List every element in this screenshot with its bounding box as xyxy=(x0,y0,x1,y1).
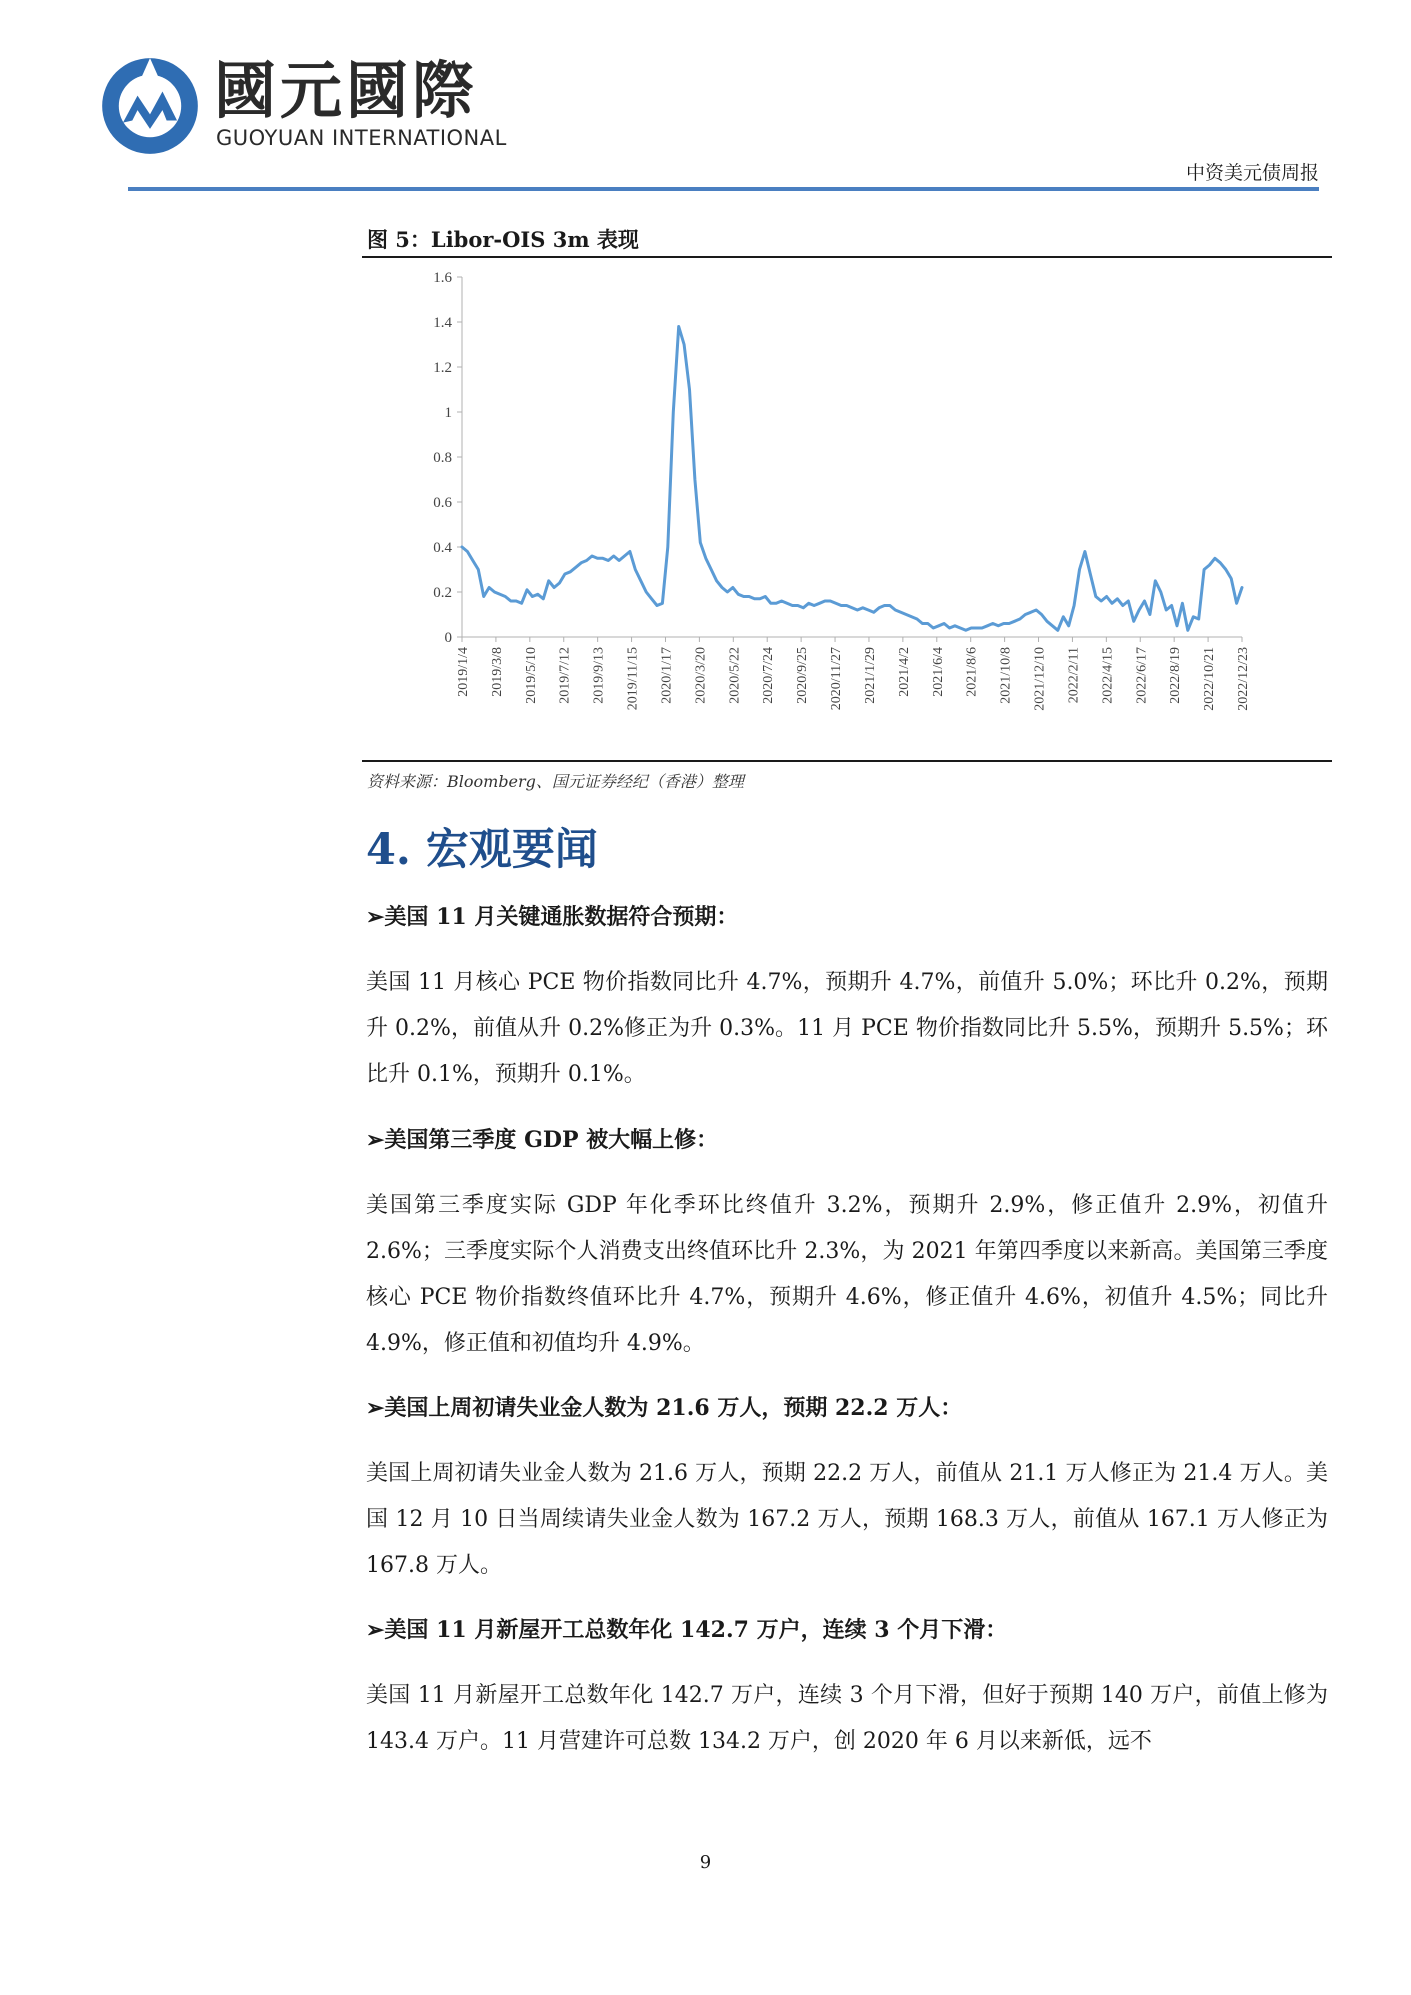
x-tick-label: 2022/12/23 xyxy=(1236,647,1251,711)
x-tick-label: 2022/4/15 xyxy=(1100,647,1116,704)
page-number: 9 xyxy=(699,1852,712,1873)
x-tick-label: 2020/5/22 xyxy=(727,647,743,704)
news-heading: ➢美国上周初请失业金人数为 21.6 万人，预期 22.2 万人： xyxy=(366,1395,963,1421)
x-tick-label: 2019/9/13 xyxy=(591,647,607,704)
y-tick-label: 0.4 xyxy=(433,540,452,556)
x-tick-label: 2021/6/4 xyxy=(930,647,946,697)
x-tick-label: 2021/4/2 xyxy=(896,647,912,697)
x-tick-label: 2020/9/25 xyxy=(795,647,811,704)
y-tick-label: 0 xyxy=(444,630,452,646)
x-tick-label: 2020/11/27 xyxy=(829,647,845,711)
x-tick-label: 2022/10/21 xyxy=(1202,647,1218,711)
x-tick-label: 2021/12/10 xyxy=(1032,647,1048,711)
news-paragraph: 美国 11 月核心 PCE 物价指数同比升 4.7%，预期升 4.7%，前值升 5.0%；环比升 0.2%，预期升 0.2%，前值从升 0.2%修正为升 0.3%。11 月 PCE 物价指数同比升 5.5%，预期升 5.5%；环比升 0.1%，预期升 0.1%。 xyxy=(366,970,1328,1087)
x-tick-label: 2021/1/29 xyxy=(862,647,878,704)
figure-top-rule xyxy=(362,256,1332,258)
figure-source: 资料来源：Bloomberg、国元证券经纪（香港）整理 xyxy=(367,772,744,791)
report-name: 中资美元债周报 xyxy=(1185,162,1319,184)
x-tick-label: 2019/5/10 xyxy=(523,647,539,704)
company-logo-icon xyxy=(98,54,202,158)
logo-english-name: GUOYUAN INTERNATIONAL xyxy=(216,126,507,150)
figure-bottom-rule xyxy=(362,760,1332,762)
series-line xyxy=(462,327,1242,631)
news-paragraph: 美国第三季度实际 GDP 年化季环比终值升 3.2%，预期升 2.9%，修正值升 2.9%，初值升 2.6%；三季度实际个人消费支出终值环比升 2.3%，为 2021 年第四季度以来新高。美国第三季度核心 PCE 物价指数终值环比升 4.7%，预期升 4.6%，修正值升 4.6%，初值升 4.5%；同比升 4.9%，修正值和初值均升 4.9%。 xyxy=(366,1193,1328,1356)
header-divider xyxy=(128,187,1319,191)
libor-ois-chart xyxy=(362,262,1332,757)
x-tick-label: 2021/8/6 xyxy=(964,647,980,697)
x-tick-label: 2019/1/4 xyxy=(456,647,471,697)
x-tick-label: 2022/6/17 xyxy=(1134,647,1150,704)
news-heading: ➢美国 11 月新屋开工总数年化 142.7 万户，连续 3 个月下滑： xyxy=(366,1617,1008,1643)
news-paragraph: 美国 11 月新屋开工总数年化 142.7 万户，连续 3 个月下滑，但好于预期 140 万户，前值上修为 143.4 万户。11 月营建许可总数 134.2 万户，创 2020 年 6 月以来新低，远不 xyxy=(366,1683,1328,1754)
news-heading: ➢美国 11 月关键通胀数据符合预期： xyxy=(366,904,739,930)
news-heading: ➢美国第三季度 GDP 被大幅上修： xyxy=(366,1127,719,1153)
y-tick-label: 0.8 xyxy=(433,450,452,466)
logo-chinese-name: 國元國際 xyxy=(214,54,479,127)
x-tick-label: 2020/3/20 xyxy=(693,647,709,704)
x-tick-label: 2022/8/19 xyxy=(1168,647,1184,704)
x-tick-label: 2020/1/17 xyxy=(659,647,675,704)
y-tick-label: 0.6 xyxy=(433,495,452,511)
x-tick-label: 2019/11/15 xyxy=(625,647,641,711)
x-tick-label: 2020/7/24 xyxy=(761,647,777,704)
y-tick-label: 1.6 xyxy=(433,270,452,286)
y-tick-label: 1 xyxy=(444,405,452,421)
y-tick-label: 1.2 xyxy=(433,360,452,376)
news-paragraph: 美国上周初请失业金人数为 21.6 万人，预期 22.2 万人，前值从 21.1 万人修正为 21.4 万人。美国 12 月 10 日当周续请失业金人数为 167.2 万人，预期 168.3 万人，前值从 167.1 万人修正为 167.8 万人。 xyxy=(366,1461,1328,1578)
x-tick-label: 2021/10/8 xyxy=(998,647,1014,704)
section-heading: 4. 宏观要闻 xyxy=(366,825,598,875)
x-tick-label: 2019/7/12 xyxy=(557,647,573,704)
x-tick-label: 2022/2/11 xyxy=(1066,647,1082,704)
y-tick-label: 0.2 xyxy=(433,585,452,601)
y-tick-label: 1.4 xyxy=(433,315,452,331)
figure-title: 图 5：Libor-OIS 3m 表现 xyxy=(367,227,639,252)
x-tick-label: 2019/3/8 xyxy=(489,647,505,697)
